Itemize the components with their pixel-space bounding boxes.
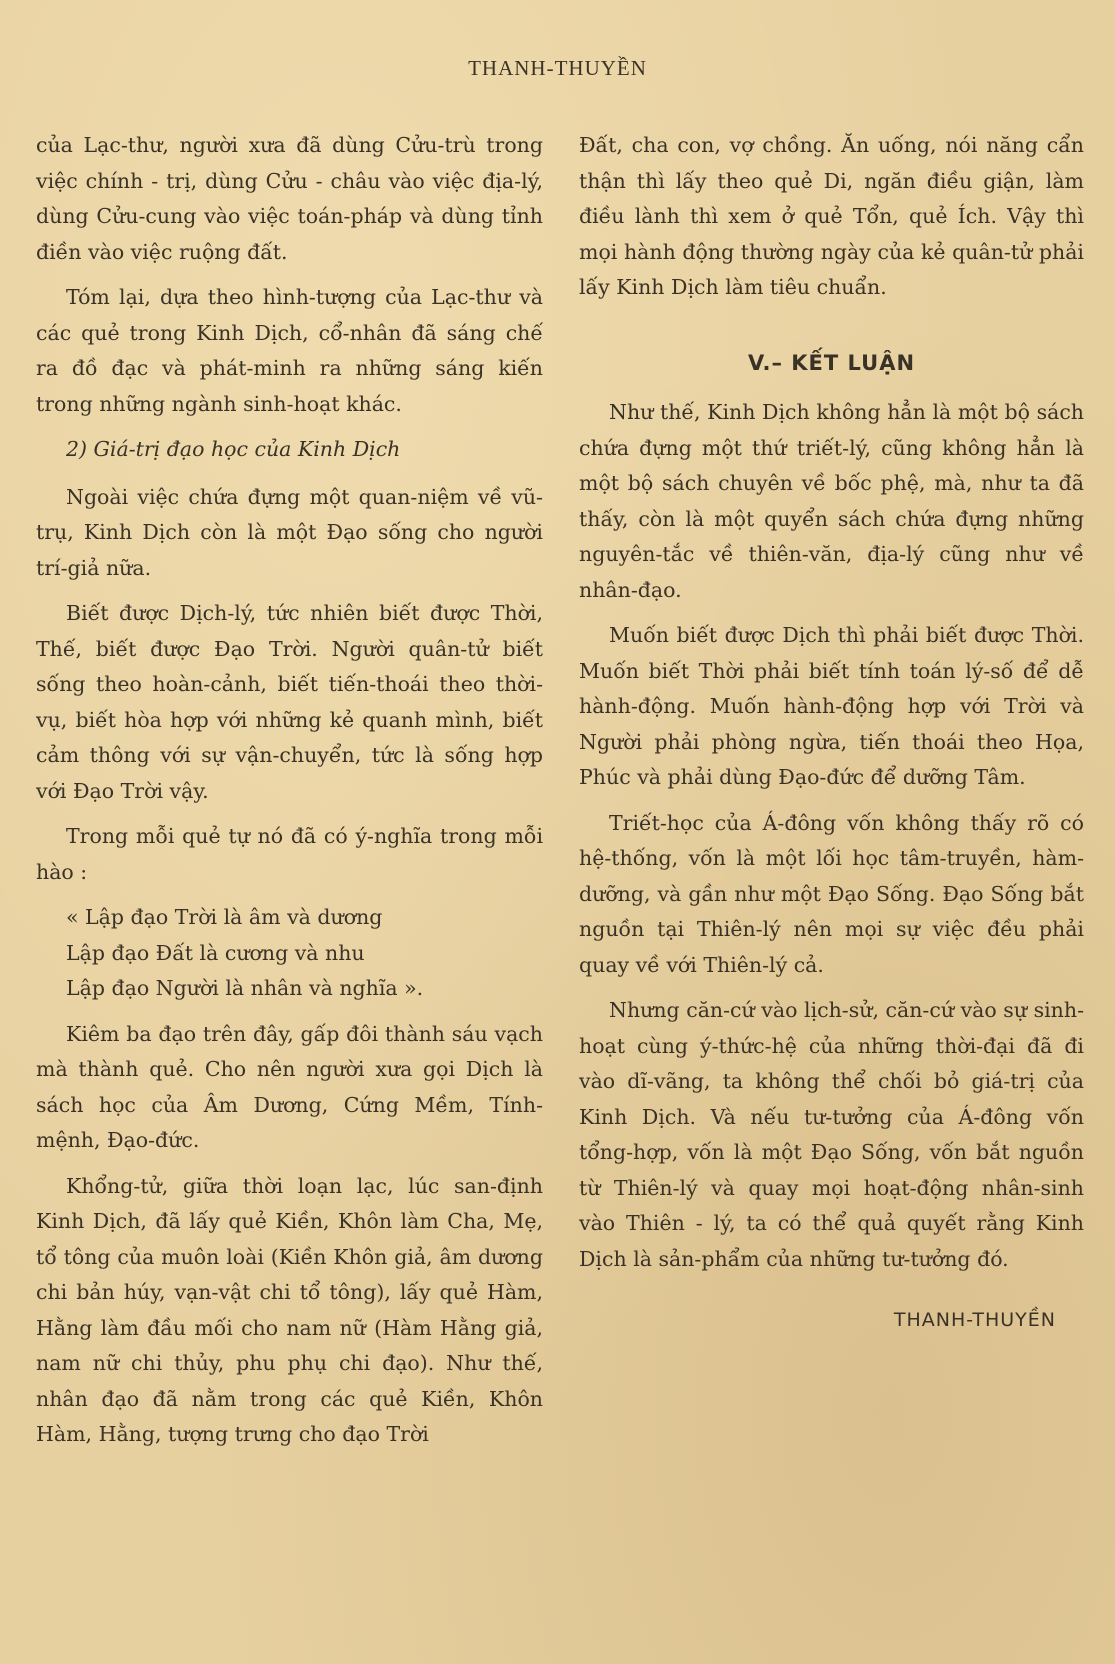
verse-quote [66,900,543,1007]
body-paragraph: Biết được Dịch-lý, tức nhiên biết được Thời, Thế, biết được Đạo Trời. Người quân-tử biết sống theo hoàn-cảnh, biết tiến-thoái theo thời-vụ, biết hòa hợp với những kẻ quanh mình, biết cảm thông với sự vận-chuyển, tức là sống hợp với Đạo Trời vậy. [36,601,543,803]
verse-line: « Lập đạo Trời là âm và dương [66,905,383,929]
running-header: THANH-THUYỀN [468,56,647,80]
body-paragraph: Đất, cha con, vợ chồng. Ăn uống, nói năng cẩn thận thì lấy theo quẻ Di, ngăn điều giận, làm điều lành thì xem ở quẻ Tổn, quẻ Ích. Vậy thì mọi hành động thường ngày của kẻ quân-tử phải lấy Kinh Dịch làm tiêu chuẩn. [579,133,1084,299]
body-paragraph: Trong mỗi quẻ tự nó đã có ý-nghĩa trong mỗi hào : [36,824,543,884]
body-paragraph: Muốn biết được Dịch thì phải biết được Thời. Muốn biết Thời phải biết tính toán lý-số để dễ hành-động. Muốn hành-động hợp với Trời và Người phải phòng ngừa, tiến thoái theo Họa, Phúc và phải dùng Đạo-đức để dưỡng Tâm. [579,623,1084,789]
body-paragraph: Nhưng căn-cứ vào lịch-sử, căn-cứ vào sự sinh-hoạt cùng ý-thức-hệ của những thời-đại đã đi vào dĩ-vãng, ta không thể chối bỏ giá-trị của Kinh Dịch. Và nếu tư-tưởng của Á-đông vốn tổng-hợp, vốn là một Đạo Sống, vốn bắt nguồn từ Thiên-lý và quay mọi hoạt-động nhân-sinh vào Thiên - lý, ta có thể quả quyết rằng Kinh Dịch là sản-phẩm của những tư-tưởng đó. [579,998,1084,1271]
left-column [36,128,543,1463]
subheading: 2) Giá-trị đạo học của Kinh Dịch [66,437,401,461]
body-paragraph: Khổng-tử, giữa thời loạn lạc, lúc san-định Kinh Dịch, đã lấy quẻ Kiền, Khôn làm Cha, Mẹ, tổ tông của muôn loài (Kiền Khôn giả, âm dương chi bản húy, vạn-vật chi tổ tông), lấy quẻ Hàm, Hằng làm đầu mối cho nam nữ (Hàm Hằng giả, nam nữ chi thủy, phu phụ chi đạo). Như thế, nhân đạo đã nằm trong các quẻ Kiền, Khôn Hàm, Hằng, tượng trưng cho đạo Trời [36,1173,543,1446]
body-paragraph: Tóm lại, dựa theo hình-tượng của Lạc-thư và các quẻ trong Kinh Dịch, cổ-nhân đã sáng chế ra đồ đạc và phát-minh ra những sáng kiến trong những ngành sinh-hoạt khác. [36,285,543,416]
section-title: V.– KẾT LUẬN [747,350,916,375]
body-paragraph: Như thế, Kinh Dịch không hẳn là một bộ sách chứa đựng một thứ triết-lý, cũng không hẳn là một bộ sách chuyên về bốc phệ, mà, như ta đã thấy, còn là một quyển sách chứa đựng những nguyên-tắc về thiên-văn, địa-lý cũng như về nhân-đạo. [579,400,1084,602]
verse-line: Lập đạo Người là nhân và nghĩa ». [66,976,424,1000]
body-paragraph: của Lạc-thư, người xưa đã dùng Cửu-trù trong việc chính - trị, dùng Cửu - châu vào việc địa-lý, dùng Cửu-cung vào việc toán-pháp và dùng tỉnh điền vào việc ruộng đất. [36,133,543,264]
body-paragraph: Kiêm ba đạo trên đây, gấp đôi thành sáu vạch mà thành quẻ. Cho nên người xưa gọi Dịch là sách học của Âm Dương, Cứng Mềm, Tính-mệnh, Đạo-đức. [36,1021,543,1152]
right-column [579,128,1084,1339]
verse-line: Lập đạo Đất là cương và nhu [66,940,365,965]
body-paragraph: Ngoài việc chứa đựng một quan-niệm về vũ-trụ, Kinh Dịch còn là một Đạo sống cho người trí-giả nữa. [36,484,543,580]
body-paragraph: Triết-học của Á-đông vốn không thấy rõ có hệ-thống, vốn là một lối học tâm-truyền, hàm-dưỡng, và gần như một Đạo Sống. Đạo Sống bắt nguồn tại Thiên-lý nên mọi sự việc đều phải quay về với Thiên-lý cả. [579,810,1084,977]
author-signature: THANH-THUYỀN [893,1309,1056,1331]
